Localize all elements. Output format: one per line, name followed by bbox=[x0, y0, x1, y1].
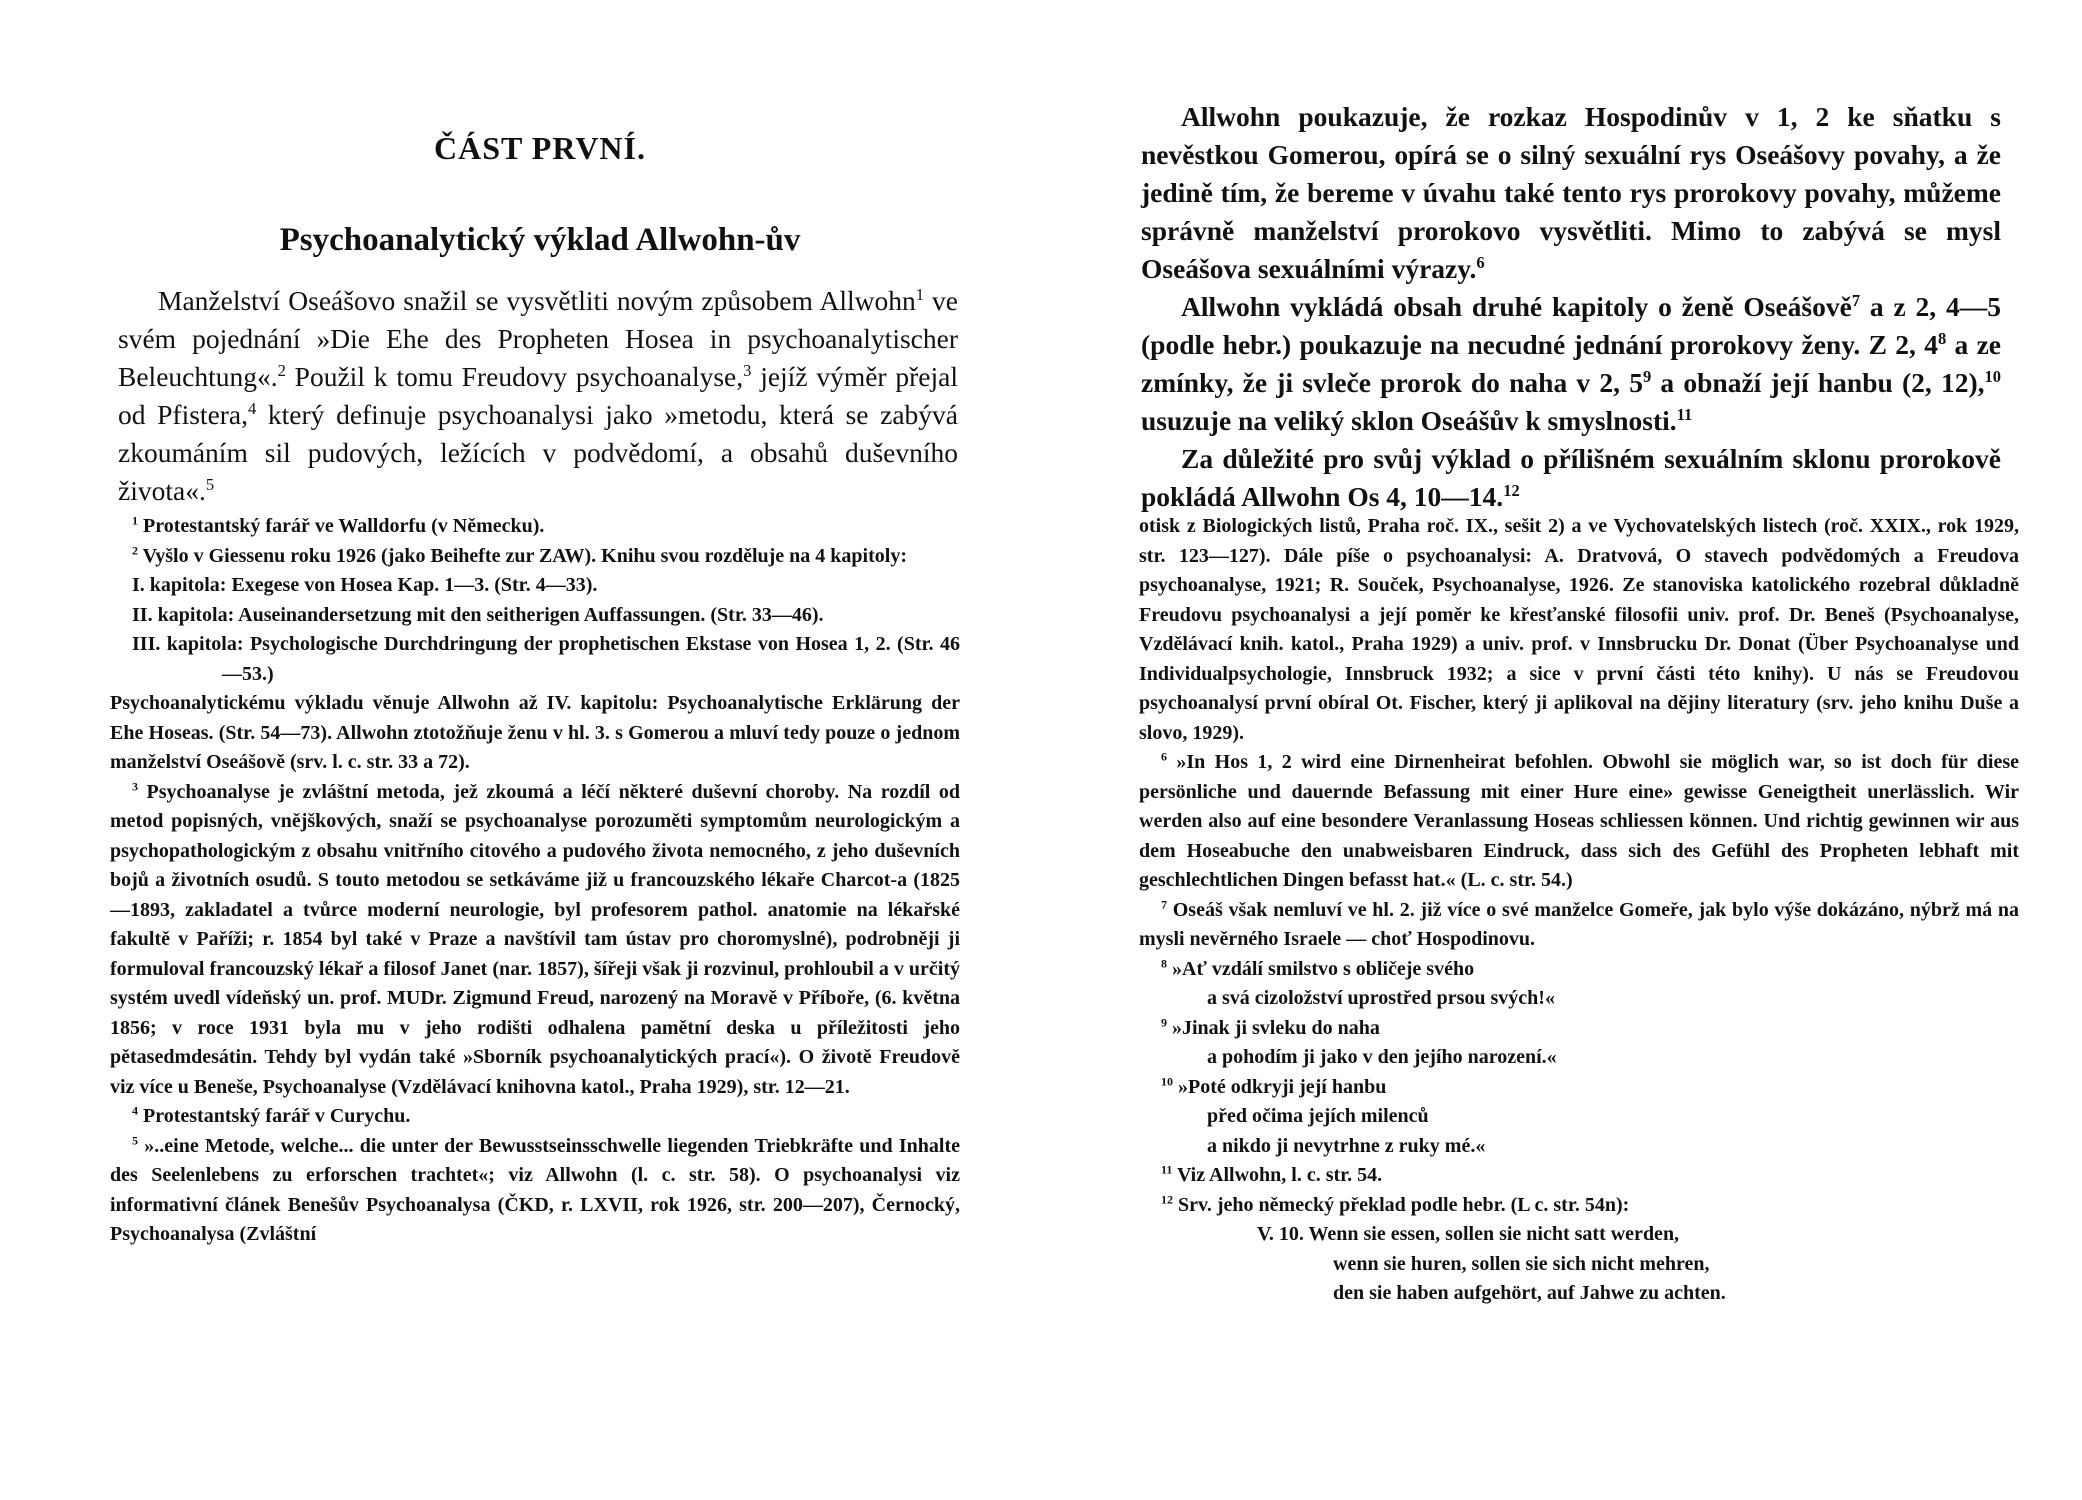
text-run: Za důležité pro svůj výklad o přílišném sexuálním sklonu prorokově pokládá Allwohn Os 4, 10—14. bbox=[1141, 443, 2001, 512]
footnote-4 bbox=[110, 1102, 960, 1132]
footnote-number: 12 bbox=[1161, 1191, 1173, 1206]
footnote-number: 10 bbox=[1161, 1073, 1173, 1088]
text-run: ve svém pojednání »Die Ehe des Propheten Hosea in psychoanalytischer Beleuchtung«. bbox=[118, 285, 958, 392]
footnote-5 bbox=[110, 1132, 960, 1250]
text-run: jejíž výměr přejal od Pfistera, bbox=[118, 361, 959, 430]
footnote-text: Vyšlo v Giessenu roku 1926 (jako Beihefte zur ZAW). Knihu svou rozděluje na 4 kapitoly: bbox=[142, 544, 907, 567]
footnote-ref: 11 bbox=[1676, 404, 1693, 424]
footnote-ref: 2 bbox=[277, 360, 286, 380]
right-paragraph-2 bbox=[1141, 288, 2001, 440]
chapter-item: III. kapitola: Psychologische Durchdringung der prophetischen Ekstase von Hosea 1, 2. (Str. 46—53.) bbox=[132, 633, 960, 685]
footnote-number: 11 bbox=[1161, 1162, 1173, 1177]
verse-text: »Jinak ji svleku do naha bbox=[1172, 1016, 1380, 1039]
verse-line: před očima jejích milenců bbox=[1207, 1105, 1429, 1127]
footnote-number: 2 bbox=[132, 542, 138, 557]
right-footnotes bbox=[1139, 512, 2019, 1309]
footnote-5-continuation: otisk z Biologických listů, Praha roč. IX., sešit 2) a ve Vychovatelských listech (roč. XXIX., rok 1929, str. 123—127). Dále píše o psychoanalysi: A. Dratvová, O stavech podvědomých a Freudova psychoanalyse, 1921; R. Souček, Psychoanalyse, 1926. Ze stanoviska katolického rozebral důkladně Freudovu psychoanalysi a její poměr ke křesťanské filosofii univ. prof. Dr. Beneš (Psychoanalyse, Vzdělávací knih. katol., Praha 1929) a univ. prof. v Innsbrucku Dr. Donat (Über Psychoanalyse und Individualpsychologie, Innsbruck 1932; a sice v první části této knihy). U nás se Freudovou psychoanalysí první obíral Ot. Fischer, který ji aplikoval na dějiny literatury (srv. jeho knihu Duše a slovo, 1929). bbox=[1139, 515, 2019, 744]
footnote-text: Srv. jeho německý překlad podle hebr. (L c. str. 54n): bbox=[1178, 1193, 1630, 1216]
footnote-9 bbox=[1139, 1014, 2019, 1073]
footnote-text: Oseáš však nemluví ve hl. 2. již více o své manželce Gomeře, jak bylo výše dokázáno, nýbrž má na mysli nevěrného Israele — choť Hospodinovu. bbox=[1139, 898, 2020, 950]
verse-line bbox=[1139, 1014, 2019, 1044]
footnote-2-continuation: Psychoanalytickému výkladu věnuje Allwohn až IV. kapitolu: Psychoanalytische Erklärung der Ehe Hoseas. (Str. 54—73). Allwohn ztotožňuje ženu v hl. 3. s Gomerou a mluví tedy pouze o jednom manželství Oseášově (srv. l. c. str. 33 a 72). bbox=[110, 692, 960, 773]
verse-line: a pohodím ji jako v den jejího narození.« bbox=[1207, 1046, 1557, 1068]
footnote-8 bbox=[1139, 955, 2019, 1014]
footnote-2 bbox=[110, 542, 960, 572]
footnote-text: Viz Allwohn, l. c. str. 54. bbox=[1176, 1164, 1383, 1186]
footnote-number: 9 bbox=[1161, 1014, 1167, 1029]
left-footnotes bbox=[110, 512, 960, 1250]
footnote-ref: 7 bbox=[1851, 290, 1861, 310]
footnote-text: »..eine Metode, welche... die unter der Bewusstseinsschwelle liegenden Triebkräfte und Inhalte des Seelenlebens zu erforschen trachtet«; viz Allwohn (l. c. str. 58). O psychoanalysi viz informativní článek Benešův Psychoanalysa (ČKD, r. LXVII, rok 1926, str. 200—207), Černocký, Psychoanalysa (Zvláštní bbox=[110, 1134, 960, 1245]
footnote-10 bbox=[1139, 1073, 2019, 1162]
right-paragraph-1 bbox=[1141, 98, 2001, 288]
german-quote bbox=[1257, 1220, 2019, 1309]
text-run: a obnaží její hanbu (2, 12), bbox=[1651, 367, 1985, 398]
footnote-number: 5 bbox=[132, 1132, 138, 1147]
footnote-ref: 4 bbox=[248, 398, 257, 418]
text-run: a ze zmínky, že ji svleče prorok do naha v 2, 5 bbox=[1141, 329, 2002, 398]
footnote-6 bbox=[1139, 748, 2019, 896]
text-run: a z 2, 4—5 (podle hebr.) poukazuje na necudné jednání prorokovy ženy. Z 2, 4 bbox=[1141, 291, 2001, 360]
text-run: Manželství Oseášovo snažil se vysvětliti novým způsobem Allwohn bbox=[158, 285, 916, 316]
footnote-7 bbox=[1139, 896, 2019, 955]
footnote-text: »In Hos 1, 2 wird eine Dirnenheirat befohlen. Obwohl sie möglich war, so ist doch für diese persönliche und dauernde Befassung mit einer Hure eine» gewisse Geneigtheit unerlässlich. Wir werden also auf eine besondere Veranlassung Hoseas schliessen können. Und richtig gewinnen wir aus dem Hoseabuche den unabweisbaren Eindruck, dass sich des Gefühl des Propheten lebhaft mit geschlechtlichen Dingen befasst hat.« (L. c. str. 54.) bbox=[1139, 751, 2020, 891]
text-run: Allwohn poukazuje, že rozkaz Hospodinův v 1, 2 ke sňatku s nevěstkou Gomerou, opírá se o silný sexuální rys Oseášovy povahy, a že jedině tím, že bereme v úvahu také tento rys prorokovy povahy, můžeme správně manželství prorokovo vysvětliti. Mimo to zabývá se mysl Oseášova sexuálními výrazy. bbox=[1141, 101, 2001, 284]
text-run: Allwohn vykládá obsah druhé kapitoly o ženě Oseášově bbox=[1181, 291, 1852, 322]
footnote-number: 4 bbox=[132, 1103, 138, 1118]
right-paragraph-3 bbox=[1141, 440, 2001, 516]
footnote-number: 1 bbox=[132, 513, 138, 528]
footnote-text: Psychoanalyse je zvláštní metoda, jež zkoumá a léčí některé duševní choroby. Na rozdíl od metod popisných, vnějškových, snaží se psychoanalyse porozuměti symptomům neurologickým a psychopathologickým z obsahu vnitřního citového a pudového života nemocného, z jeho duševních bojů a životních osudů. S touto metodou se setkáváme již u francouzského lékaře Charcot-a (1825—1893, zakladatel a tvůrce moderní neurologie, byl profesorem pathol. anatomie na lékařské fakultě v Paříži; r. 1854 byl také v Praze a navštívil tam ústav pro choromyslné), podrobněji ji formuloval francouzský lékař a filosof Janet (nar. 1857), šířeji však ji rozvinul, prohloubil a v určitý systém uvedl vídeňský un. prof. MUDr. Zigmund Freud, narozený na Moravě v Příboře, (6. května 1856; v roce 1931 byla mu v jeho rodišti odhalena pamětní deska u příležitosti jeho pětasedmdesátin. Tehdy byl vydán také »Sborník psychoanalytických prací«). O životě Freudově viz více u Beneše, Psychoanalyse (Vzdělávací knihovna katol., Praha 1929), str. 12—21. bbox=[110, 780, 960, 1098]
footnote-1 bbox=[110, 512, 960, 542]
verse-line bbox=[1139, 1073, 2019, 1103]
verse-line bbox=[1139, 955, 2019, 985]
footnote-3 bbox=[110, 778, 960, 1103]
section-title: Psychoanalytický výklad Allwohn-ův bbox=[279, 222, 801, 258]
right-body-text bbox=[1141, 98, 2001, 516]
footnote-11 bbox=[1139, 1161, 2019, 1191]
footnote-12 bbox=[1139, 1191, 2019, 1221]
part-title: ČÁST PRVNÍ. bbox=[434, 130, 646, 166]
footnote-ref: 5 bbox=[205, 474, 215, 494]
verse-line: a svá cizoložství uprostřed prsou svých!« bbox=[1207, 987, 1555, 1009]
footnote-ref: 12 bbox=[1503, 480, 1520, 500]
chapter-list bbox=[110, 571, 960, 689]
footnote-text: Protestantský farář v Curychu. bbox=[143, 1105, 411, 1127]
verse-text: »Ať vzdálí smilstvo s obličeje svého bbox=[1172, 957, 1475, 980]
footnote-number: 3 bbox=[132, 778, 138, 793]
footnote-text: Protestantský farář ve Walldorfu (v Německu). bbox=[143, 515, 545, 537]
footnote-ref: 9 bbox=[1642, 366, 1652, 386]
chapter-item: I. kapitola: Exegese von Hosea Kap. 1—3. (Str. 4—33). bbox=[132, 574, 598, 596]
left-body-text bbox=[118, 282, 958, 510]
chapter-item: II. kapitola: Auseinandersetzung mit den seitherigen Auffassungen. (Str. 33—46). bbox=[132, 603, 824, 626]
text-run: Použil k tomu Freudovy psychoanalyse, bbox=[285, 361, 744, 392]
text-run: který definuje psychoanalysi jako »metodu, která se zabývá zkoumáním sil pudových, ležících v podvědomí, a obsahů duševního života«. bbox=[118, 399, 958, 506]
quote-line: den sie haben aufgehört, auf Jahwe zu achten. bbox=[1333, 1282, 1726, 1304]
footnote-number: 7 bbox=[1161, 896, 1167, 911]
verse-text: »Poté odkryji její hanbu bbox=[1178, 1075, 1387, 1098]
footnote-ref: 8 bbox=[1937, 328, 1947, 348]
footnote-ref: 3 bbox=[743, 360, 752, 380]
quote-line: V. 10. Wenn sie essen, sollen sie nicht satt werden, bbox=[1257, 1223, 1680, 1245]
footnote-ref: 10 bbox=[1984, 366, 2001, 386]
left-paragraph bbox=[118, 282, 958, 510]
right-page bbox=[1041, 0, 2082, 1500]
footnote-number: 6 bbox=[1161, 749, 1167, 764]
verse-line: a nikdo ji nevytrhne z ruky mé.« bbox=[1207, 1134, 1486, 1157]
footnote-ref: 6 bbox=[1476, 252, 1485, 272]
footnote-ref: 1 bbox=[915, 284, 924, 304]
quote-line: wenn sie huren, sollen sie sich nicht mehren, bbox=[1333, 1252, 1710, 1275]
text-run: usuzuje na veliký sklon Oseášův k smyslnosti. bbox=[1141, 405, 1677, 436]
footnote-number: 8 bbox=[1161, 955, 1167, 970]
